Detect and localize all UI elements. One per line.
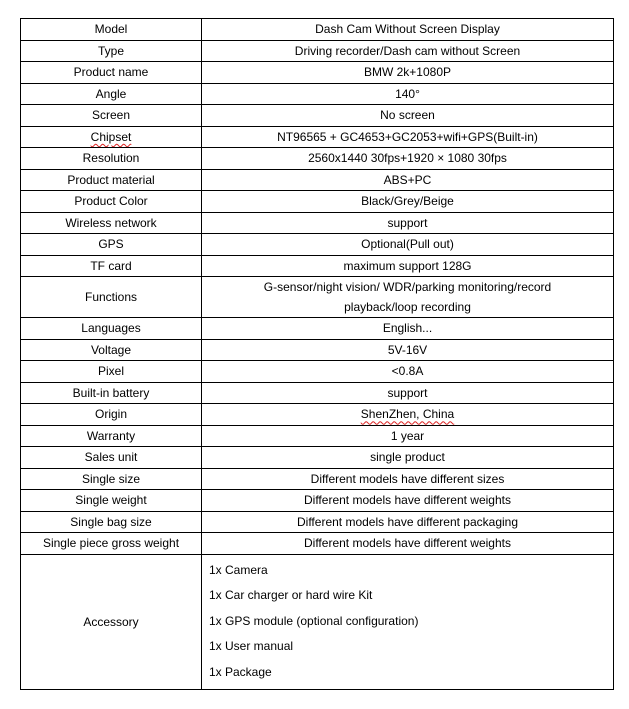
row-single-bag-size: [21, 511, 614, 533]
row-label: Accessory: [21, 554, 202, 689]
row-value: <0.8A: [202, 361, 614, 383]
row-accessory: [21, 554, 614, 689]
accessory-item: 1x User manual: [209, 639, 294, 654]
row-tf-card: [21, 255, 614, 277]
row-value: No screen: [202, 105, 614, 127]
row-value: NT96565 + GC4653+GC2053+wifi+GPS(Built-in): [202, 126, 614, 148]
row-value: maximum support 128G: [202, 255, 614, 277]
row-value: BMW 2k+1080P: [202, 62, 614, 84]
row-screen: [21, 105, 614, 127]
row-sales-unit: [21, 447, 614, 469]
row-warranty: [21, 425, 614, 447]
functions-line: playback/loop recording: [344, 300, 471, 314]
row-product-color: [21, 191, 614, 213]
row-wireless-network: [21, 212, 614, 234]
row-label: Languages: [21, 318, 202, 340]
row-gps: [21, 234, 614, 256]
row-value: Driving recorder/Dash cam without Screen: [202, 40, 614, 62]
row-product-material: [21, 169, 614, 191]
row-chipset: [21, 126, 614, 148]
accessory-item: 1x GPS module (optional configuration): [209, 613, 419, 628]
row-pixel: [21, 361, 614, 383]
row-single-weight: [21, 490, 614, 512]
accessory-item: 1x Car charger or hard wire Kit: [209, 588, 373, 603]
row-label: Single piece gross weight: [21, 533, 202, 555]
row-value: [202, 404, 614, 426]
row-value: Different models have different packaging: [202, 511, 614, 533]
row-voltage: [21, 339, 614, 361]
row-single-piece-gross-weight: [21, 533, 614, 555]
row-type: [21, 40, 614, 62]
row-label: Single bag size: [21, 511, 202, 533]
row-label: Warranty: [21, 425, 202, 447]
row-value: 140°: [202, 83, 614, 105]
row-label: TF card: [21, 255, 202, 277]
row-value: Black/Grey/Beige: [202, 191, 614, 213]
row-label: Product name: [21, 62, 202, 84]
row-label: Screen: [21, 105, 202, 127]
row-label: Resolution: [21, 148, 202, 170]
row-value: ABS+PC: [202, 169, 614, 191]
row-label: Sales unit: [21, 447, 202, 469]
row-origin: [21, 404, 614, 426]
row-label: Built-in battery: [21, 382, 202, 404]
row-value: [202, 277, 614, 318]
accessory-item: 1x Package: [209, 664, 272, 679]
row-value: Dash Cam Without Screen Display: [202, 19, 614, 41]
row-value: support: [202, 382, 614, 404]
functions-line: G-sensor/night vision/ WDR/parking monitoring/record: [263, 280, 552, 294]
row-label: GPS: [21, 234, 202, 256]
row-label: Product material: [21, 169, 202, 191]
row-angle: [21, 83, 614, 105]
row-resolution: [21, 148, 614, 170]
row-model: [21, 19, 614, 41]
row-value: single product: [202, 447, 614, 469]
row-built-in-battery: [21, 382, 614, 404]
row-value: 1 year: [202, 425, 614, 447]
row-value: English...: [202, 318, 614, 340]
row-label: Single weight: [21, 490, 202, 512]
row-label: Wireless network: [21, 212, 202, 234]
row-value: 2560x1440 30fps+1920 × 1080 30fps: [202, 148, 614, 170]
origin-value-text: ShenZhen, China: [360, 407, 455, 422]
chipset-label-text: Chipset: [90, 129, 132, 144]
row-product-name: [21, 62, 614, 84]
row-label: Angle: [21, 83, 202, 105]
row-label: Functions: [21, 277, 202, 318]
row-value: Different models have different sizes: [202, 468, 614, 490]
row-label: Product Color: [21, 191, 202, 213]
row-value: Different models have different weights: [202, 490, 614, 512]
row-label: Model: [21, 19, 202, 41]
row-label: [21, 126, 202, 148]
row-label: Single size: [21, 468, 202, 490]
accessory-list: [202, 554, 614, 689]
row-label: Origin: [21, 404, 202, 426]
row-value: 5V-16V: [202, 339, 614, 361]
row-value: support: [202, 212, 614, 234]
row-label: Pixel: [21, 361, 202, 383]
accessory-item: 1x Camera: [209, 562, 268, 577]
spec-table: [20, 18, 614, 690]
row-functions: [21, 277, 614, 318]
row-single-size: [21, 468, 614, 490]
row-label: Voltage: [21, 339, 202, 361]
row-languages: [21, 318, 614, 340]
row-value: Different models have different weights: [202, 533, 614, 555]
row-value: Optional(Pull out): [202, 234, 614, 256]
row-label: Type: [21, 40, 202, 62]
